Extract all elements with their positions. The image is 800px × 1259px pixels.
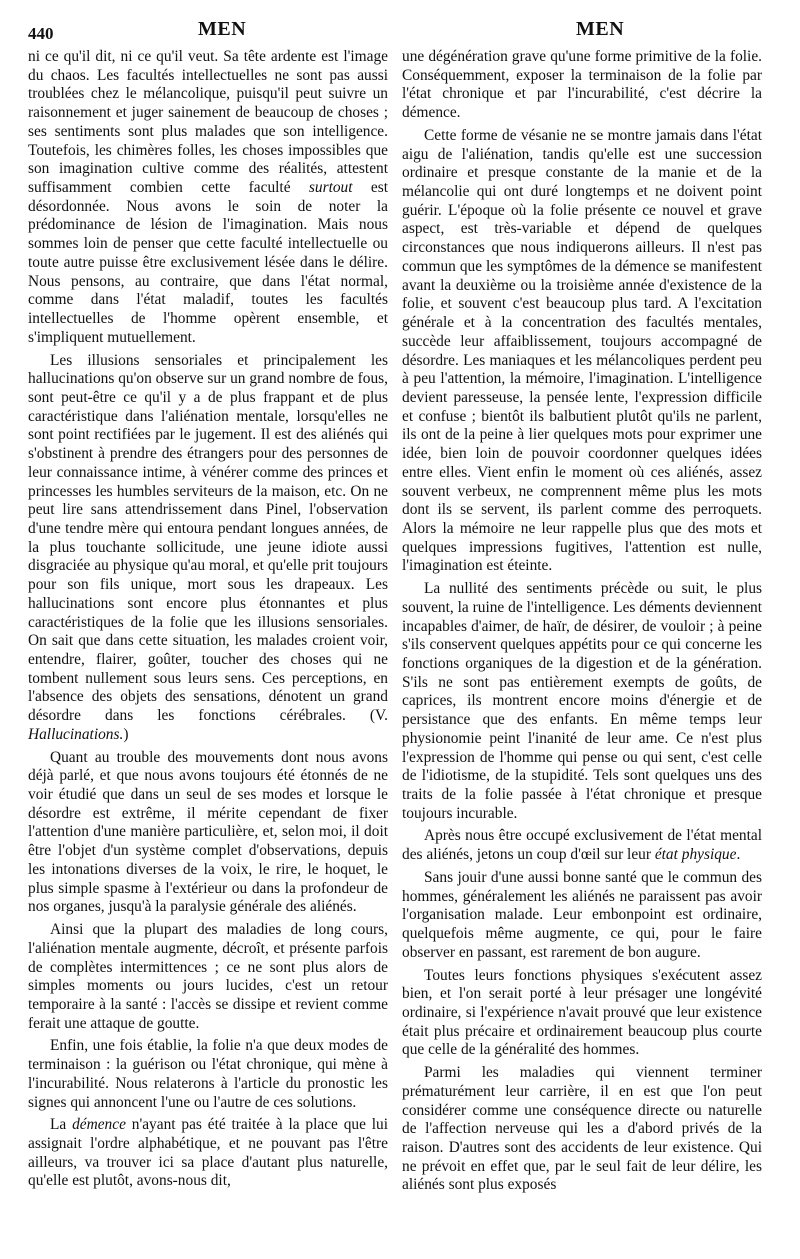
paragraph (402, 48, 762, 123)
paragraph (28, 352, 388, 745)
italic-term: Hallucinations. (28, 725, 124, 743)
italic-term: état physique (654, 846, 737, 864)
paragraph (28, 1037, 388, 1112)
paragraph-text: Toutes leurs fonctions physiques s'exécutent assez bien, et l'on serait porté à leur présager une longévité ordinaire, si l'expérience n'avait prouvé que leur existence était plus précaire et ordinairement beaucoup plus courte que celle de la généralité des hommes. (402, 966, 762, 1059)
paragraph-text: Ainsi que la plupart des maladies de long cours, l'aliénation mentale augmente, décroît, et présente parfois de complètes intermittences ; ce ne sont plus alors de simples moments ou jours lucides, c'est un retour temporaire à la santé : l'accès se dissipe et revient comme ferait une attaque de goutte. (28, 921, 388, 1032)
running-head-left: MEN (198, 18, 247, 40)
paragraph-text: Quant au trouble des mouvements dont nous avons déjà parlé, et que nous avons toujours été étonnés de ne voir étudié que dans un seul de ses modes et lorsque le désordre est extrême, il mérite cependant de fixer l'attention d'une manière particulière, et, selon moi, il doit être l'objet d'un système complet d'observations, depuis les intonations diverses de la voix, le rire, le hoquet, le plus simple spasme à l'extérieur ou dans la profondeur de nos organes, jusqu'à la paralysie générale des aliénés. (28, 748, 388, 916)
paragraph (28, 749, 388, 917)
page-header (28, 18, 772, 48)
italic-term: démence (72, 1116, 126, 1134)
paragraph-text: La (50, 1116, 73, 1134)
paragraph-text: une dégénération grave qu'une forme primitive de la folie. Conséquemment, exposer la terminaison de la folie par l'état chronique et par l'incurabilité, c'est décrire la démence. (402, 48, 762, 122)
paragraph (402, 127, 762, 576)
paragraph (28, 921, 388, 1033)
paragraph-text-after: est désordonnée. Nous avons le soin de noter la prédominance de lésion de l'imagination. Mais nous sommes loin de penser que cette faculté intellectuelle ou toute autre puisse être exclusivement lésée dans le délire. Nous pensons, au contraire, que dans l'état normal, comme dans l'état maladif, toutes les facultés intellectuelles de l'homme opèrent ensemble, et s'impliquent mutuellement. (28, 179, 389, 346)
paragraph-text: Enfin, une fois établie, la folie n'a que deux modes de terminaison : la guérison ou l'état chronique, qui mène à l'incurabilité. Nous relaterons à l'article du pronostic les signes qui annoncent l'une ou l'autre de ces solutions. (28, 1037, 388, 1111)
paragraph-text: La nullité des sentiments précède ou suit, le plus souvent, la ruine de l'intelligence. Les déments deviennent incapables d'aimer, de haïr, de désirer, de vouloir ; à peine s'ils conservent quelques appétits pour ce qui concerne les fonctions organiques de la digestion et de la génération. S'ils ne sont pas entièrement exempts de goûts, de caprices, ils montrent encore moins d'énergie et de persistance que des enfants. En même temps leur physionomie peint l'inanité de leur ame. Ce n'est plus l'expression de l'homme qui pense ou qui sent, c'est celle de l'idiotisme, de la stupidité. Tels sont quelques uns des traits de la folie passée à l'état chronique et presque toujours incurable. (402, 580, 762, 822)
paragraph-text: Après nous être occupé exclusivement de l'état mental des aliénés, jetons un coup d'œil sur leur (402, 827, 762, 864)
paragraph (28, 48, 388, 348)
paragraph (402, 580, 762, 823)
paragraph (28, 1116, 388, 1191)
paragraph-text-after: n'ayant pas été traitée à la place que lui assignait l'ordre alphabétique, et ne pouvant pas l'être ailleurs, va trouver ici sa place d'autant plus naturelle, qu'elle est plutôt, avons-nous dit, (28, 1116, 388, 1190)
paragraph (402, 1064, 762, 1195)
paragraph (402, 967, 762, 1061)
paragraph-text-after: . (736, 846, 741, 864)
running-head-right: MEN (576, 18, 625, 40)
right-column (402, 48, 762, 1199)
paragraph (402, 827, 762, 864)
paragraph-text: Sans jouir d'une aussi bonne santé que le commun des hommes, généralement les aliénés ne paraissent pas avoir l'organisation malade. Leur embonpoint est ordinaire, quelquefois même augmente, ce qui, pour le faire observer en passant, est rarement de bon augure. (402, 868, 762, 961)
italic-term: surtout (308, 179, 353, 197)
left-column (28, 48, 388, 1195)
paragraph-text: ni ce qu'il dit, ni ce qu'il veut. Sa tête ardente est l'image du chaos. Les facultés intellectuelles ne sont pas aussi troublées chez le mélancolique, puisqu'il peut suivre un raisonnement et juger sainement de beaucoup de choses ; ses sentiments sont plus malades que son intelligence. Toutefois, les chimères folles, les choses impossibles que son imagination cultive comme des réalités, attestent suffisamment combien cette faculté (28, 48, 388, 197)
paragraph-text: Les illusions sensoriales et principalement les hallucinations qu'on observe sur un grand nombre de fous, sont peut-être ce qu'il y a de plus frappant et de plus caractéristique dans l'aliénation mentale, lorsqu'elles ne sont point rectifiées par le jugement. Il est des aliénés qui s'obstinent à prendre des étrangers pour des personnes de leur connaissance intime, à vénérer comme des princes et princesses les humbles serviteurs de la maison, etc. On ne peut lire sans attendrissement dans Pinel, l'observation d'une tendre mère qui entoura pendant longues années, de la plus touchante sollicitude, une jeune idiote aussi disgraciée au physique qu'au moral, et qu'elle prit toujours pour son fils unique, mort sous les drapeaux. Les hallucinations sont encore plus étonnantes et plus caractéristiques de la folie que les illusions sensoriales. On sait que dans cette situation, les malades croient voir, entendre, flairer, goûter, toucher des choses qui ne tombent nullement sous leurs sens. Ces perceptions, en l'absence des objets des sensations, dénotent un grand désordre dans les fonctions cérébrales. (V. (28, 351, 388, 725)
paragraph (402, 869, 762, 963)
paragraph-text: Parmi les maladies qui viennent terminer prématurément leur carrière, il en est que l'on peut considérer comme une conséquence directe ou naturelle de l'affection nerveuse qui les a d'abord privés de la raison. D'autres sont des accidents de leur existence. Qui ne prévoit en effet que, par le seul fait de leur délire, les aliénés sont plus exposés (402, 1064, 762, 1194)
page-number: 440 (28, 24, 54, 43)
paragraph-text-after: ) (123, 725, 129, 743)
paragraph-text: Cette forme de vésanie ne se montre jamais dans l'état aigu de l'aliénation, tandis qu'elle est une succession ordinaire et presque constante de la manie et de la mélancolie qui ont duré longtemps et ne doivent point guérir. L'époque où la folie présente ce nouvel et grave aspect, est très-variable et dépend de quelques circonstances que nous indiquerons ailleurs. Il n'est pas commun que les symptômes de la démence se manifestent avant la deuxième ou la troisième année d'existence de la folie, et souvent c'est beaucoup plus tard. A l'excitation générale et à la concentration des facultés mentales, succède leur affaiblissement, toujours accompagné de désordre. Les maniaques et les mélancoliques perdent peu à peu l'attention, la mémoire, l'imagination. L'intelligence devient paresseuse, la pensée lente, l'expression difficile et confuse ; bientôt ils balbutient plutôt qu'ils ne parlent, ils ont de la peine à lier quelques mots pour exprimer une idée, bien loin de pouvoir coordonner quelques idées entre elles. Vient enfin le moment où ces aliénés, assez souvent verbeux, ne comprennent même plus les mots dont ils se servent, ils parlent comme des perroquets. Alors la mémoire ne leur rappelle plus que des mots et quelques impressions fugitives, l'attention est nulle, l'imagination est éteinte. (402, 126, 762, 575)
